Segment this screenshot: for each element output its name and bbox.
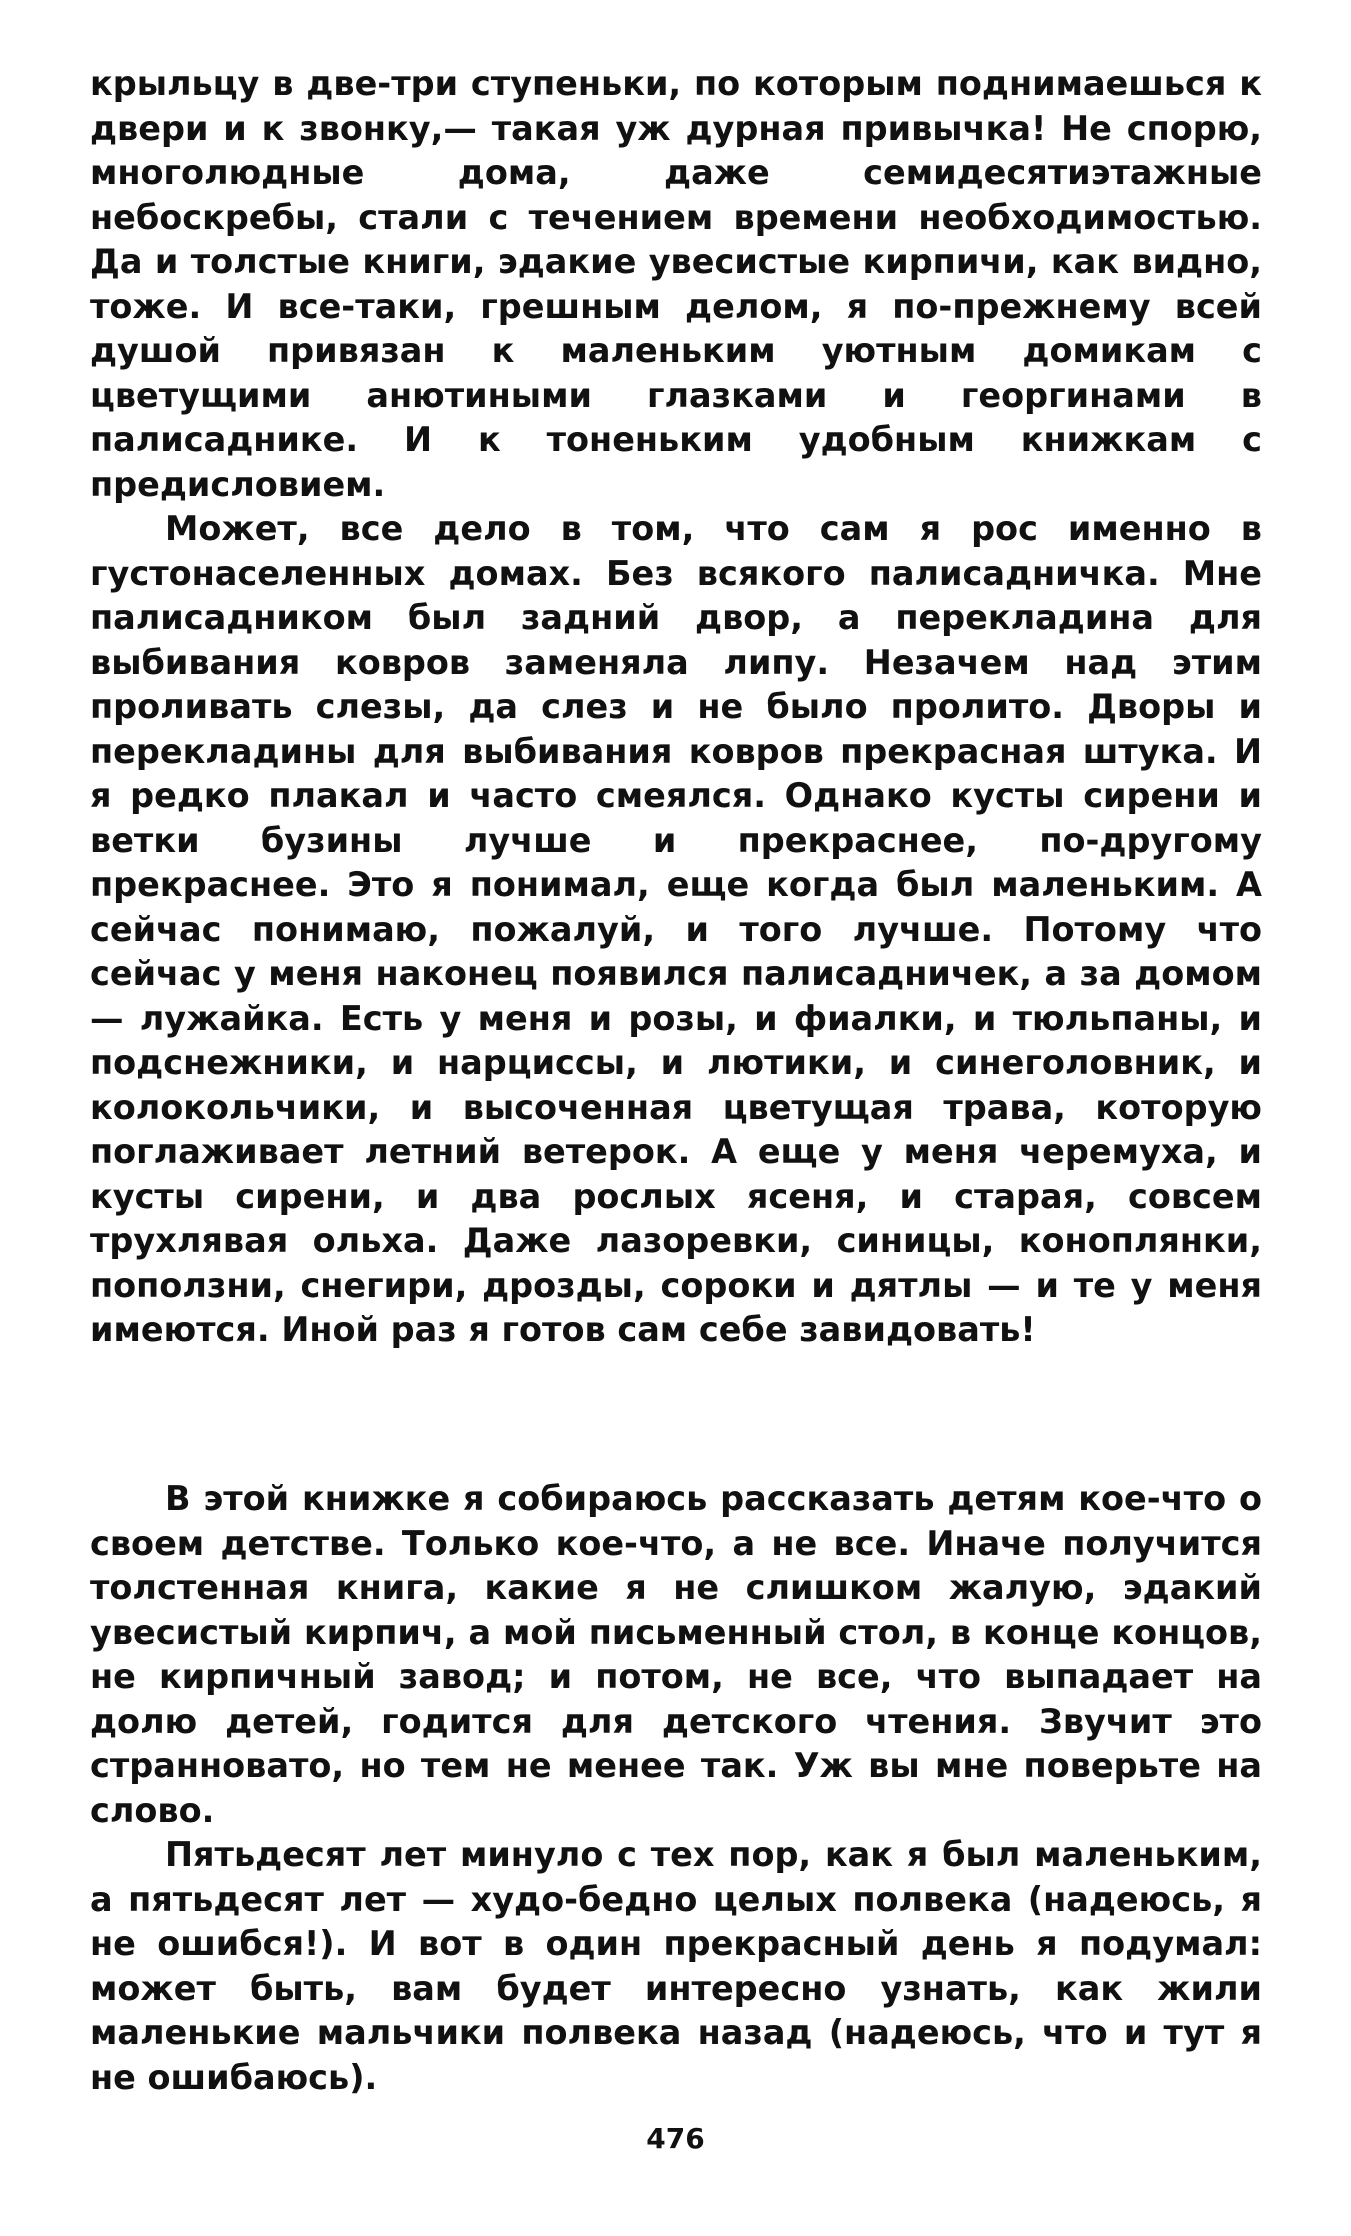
paragraph: В этой книжке я собираюсь рассказать детям кое-что о своем детстве. Только кое-что, а не все. Иначе получится толстенная книга, какие я не слишком жалую, эдакий увесистый кирпич, а мой письменный стол, в конце концов, не кирпичный завод; и потом, не все, что выпадает на долю детей, годится для детского чтения. Звучит это странновато, но тем не менее так. Уж вы мне поверьте на слово.: [90, 1479, 1262, 1830]
text-section-2: [90, 1477, 1262, 2100]
page-number: 476: [646, 2122, 705, 2155]
paragraph: Может, все дело в том, что сам я рос именно в густонаселенных домах. Без всякого палисадничка. Мне палисадником был задний двор, а перекладина для выбивания ковров заменяла липу. Незачем над этим проливать слезы, да слез и не было пролито. Дворы и перекладины для выбивания ковров прекрасная штука. И я редко плакал и часто смеялся. Однако кусты сирени и ветки бузины лучше и прекраснее, по-другому прекраснее. Это я понимал, еще когда был маленьким. А сейчас понимаю, пожалуй, и того лучше. Потому что сейчас у меня наконец появился палисадничек, а за домом — лужайка. Есть у меня и розы, и фиалки, и тюльпаны, и подснежники, и нарциссы, и лютики, и синеголовник, и колокольчики, и высоченная цветущая трава, которую поглаживает летний ветерок. А еще у меня черемуха, и кусты сирени, и два рослых ясеня, и старая, совсем трухлявая ольха. Даже лазоревки, синицы, коноплянки, поползни, снегири, дрозды, сороки и дятлы — и те у меня имеются. Иной раз я готов сам себе завидовать!: [90, 509, 1262, 1349]
paragraph: Пятьдесят лет минуло с тех пор, как я был маленьким, а пятьдесят лет — худо-бедно целых полвека (надеюсь, я не ошибся!). И вот в один прекрасный день я подумал: может быть, вам будет интересно узнать, как жили маленькие мальчики полвека назад (надеюсь, что и тут я не ошибаюсь).: [90, 1835, 1262, 2097]
text-section-1: [90, 62, 1262, 1353]
paragraph-continuation: крыльцу в две-три ступеньки, по которым поднимаешься к двери и к звонку,— такая уж дурная привычка! Не спорю, многолюдные дома, даже семидесятиэтажные небоскребы, стали с течением времени необходимостью. Да и толстые книги, эдакие увесистые кирпичи, как видно, тоже. И все-таки, грешным делом, я по-прежнему всей душой привязан к маленьким уютным домикам с цветущими анютиными глазками и георгинами в палисаднике. И к тоненьким удобным книжкам с предисловием.: [90, 64, 1262, 504]
